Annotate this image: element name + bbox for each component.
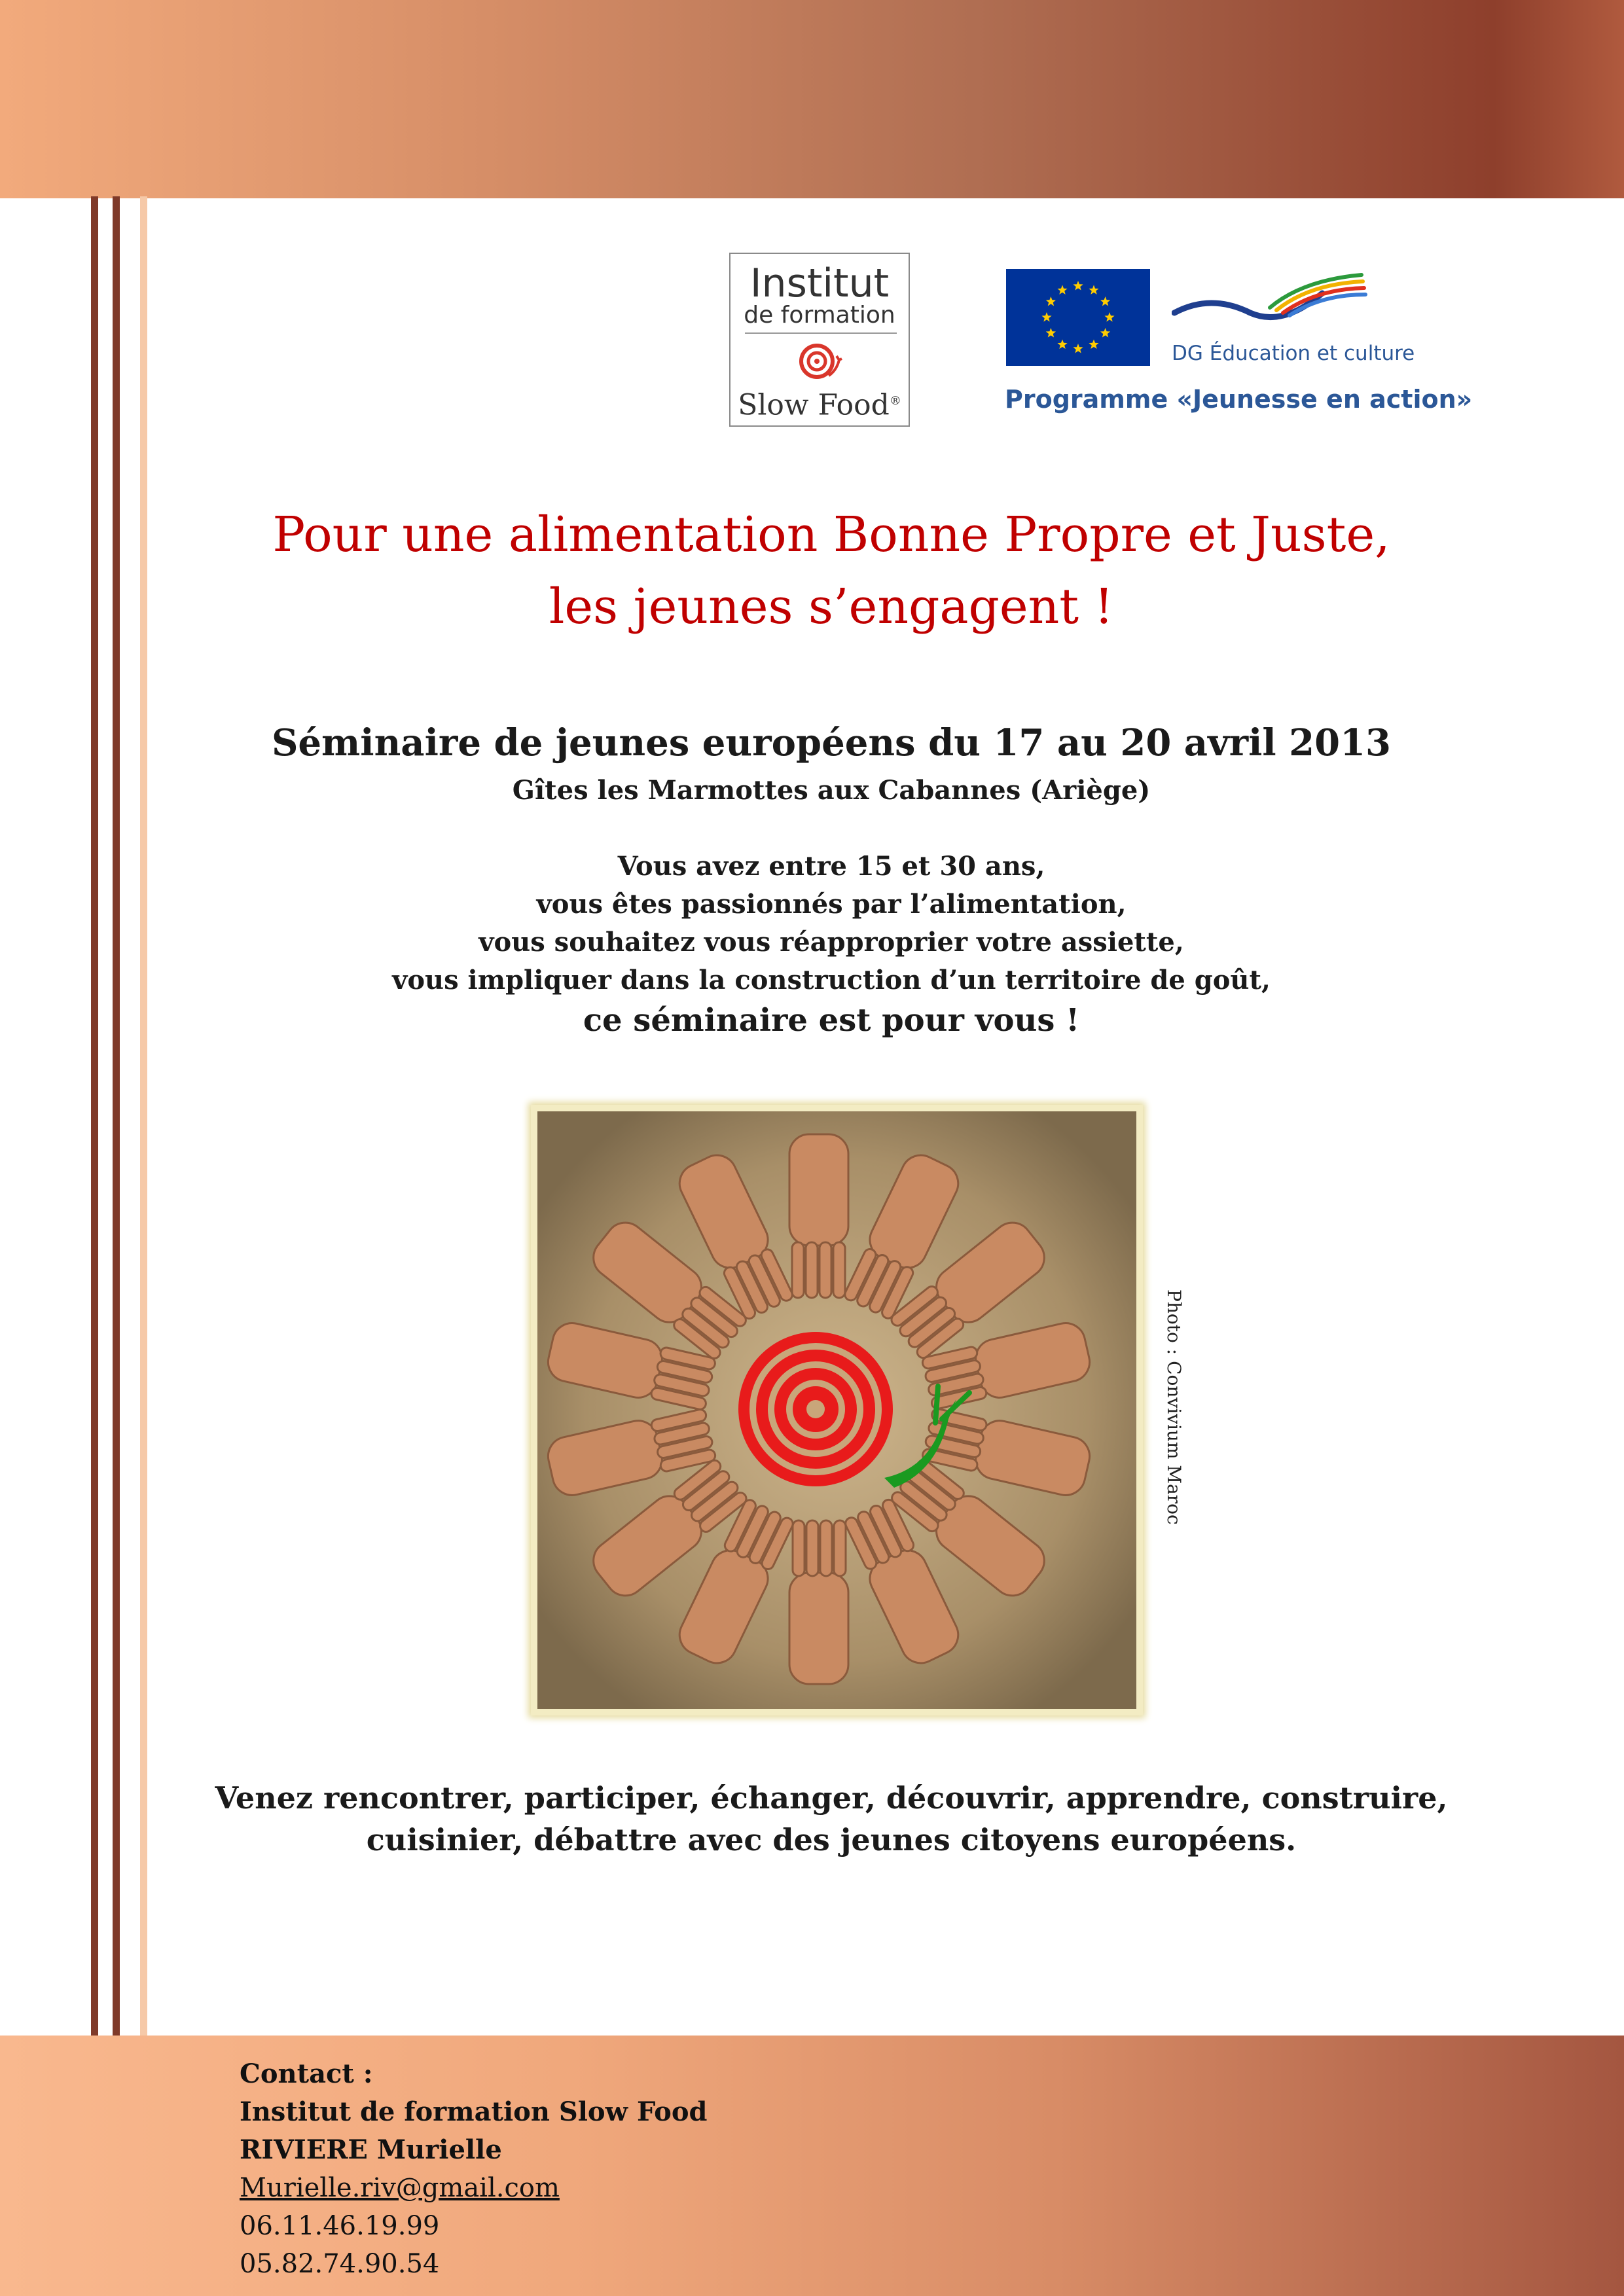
pitch-line: Vous avez entre 15 et 30 ans,: [617, 851, 1045, 882]
eu-star-icon: [1089, 285, 1098, 295]
pitch-closing-line: ce séminaire est pour vous !: [583, 1002, 1080, 1039]
contact-organization: Institut de formation Slow Food: [240, 2096, 708, 2127]
eu-star-icon: [1100, 328, 1110, 338]
eu-flag-icon: [1006, 269, 1150, 366]
invitation-text: [177, 1777, 1486, 1861]
title-line-1: Pour une alimentation Bonne Propre et Juste,: [272, 507, 1390, 563]
logo-slow-food-text: Slow Food®: [738, 388, 901, 422]
decorative-rule-1: [91, 196, 98, 2037]
logo-divider: [745, 332, 897, 334]
eu-star-icon: [1073, 281, 1083, 291]
logo-institut-text: Institut: [749, 260, 890, 306]
contact-phone-1: 06.11.46.19.99: [240, 2211, 440, 2241]
invite-line-1: Venez rencontrer, participer, échanger, découvrir, apprendre, construire,: [215, 1780, 1448, 1816]
pitch-block: [177, 848, 1486, 1041]
hand-shape: [789, 1520, 848, 1684]
decorative-rule-3: [140, 196, 147, 2037]
snail-icon: [799, 340, 844, 381]
title-line-2: les jeunes s’engagent !: [549, 579, 1114, 635]
eu-star-icon: [1057, 340, 1067, 349]
eu-star-icon: [1041, 312, 1051, 322]
logo-formation-text: de formation: [744, 302, 895, 329]
contact-block: [240, 2055, 708, 2283]
eu-programme-text: Programme «Jeunesse en action»: [1005, 385, 1473, 414]
header-band: [0, 0, 1624, 198]
seminar-location: Gîtes les Marmottes aux Cabannes (Ariège): [512, 775, 1151, 806]
photo-credit: Photo : Convivium Maroc: [1163, 1289, 1185, 1525]
eu-star-icon: [1073, 344, 1083, 353]
hand-shape: [789, 1134, 848, 1298]
hands-snail-photo: [537, 1111, 1136, 1709]
photo-frame: [531, 1105, 1143, 1715]
contact-phone-2: 05.82.74.90.54: [240, 2249, 440, 2279]
eu-star-icon: [1100, 296, 1110, 306]
pitch-line: vous êtes passionnés par l’alimentation,: [536, 889, 1127, 920]
pitch-line: vous souhaitez vous réapproprier votre assiette,: [478, 927, 1184, 958]
contact-email-link[interactable]: Murielle.riv@gmail.com: [240, 2173, 560, 2203]
invite-line-2: cuisinier, débattre avec des jeunes citoyens européens.: [366, 1822, 1297, 1857]
contact-person: RIVIERE Murielle: [240, 2134, 502, 2165]
eu-dg-text: DG Éducation et culture: [1172, 342, 1415, 365]
eu-star-icon: [1104, 312, 1114, 322]
decorative-rule-2: [113, 196, 120, 2037]
page-title: [177, 499, 1486, 643]
contact-label: Contact :: [240, 2058, 373, 2089]
eu-star-icon: [1057, 285, 1067, 295]
eu-star-icon: [1046, 328, 1056, 338]
eu-star-icon: [1089, 340, 1098, 349]
pitch-line: vous impliquer dans la construction d’un territoire de goût,: [392, 965, 1271, 996]
youth-in-action-bird-icon: [1172, 267, 1368, 339]
slow-food-institute-logo: [729, 253, 910, 427]
eu-star-icon: [1046, 296, 1056, 306]
seminar-heading: Séminaire de jeunes européens du 17 au 20 avril 2013: [271, 721, 1392, 764]
